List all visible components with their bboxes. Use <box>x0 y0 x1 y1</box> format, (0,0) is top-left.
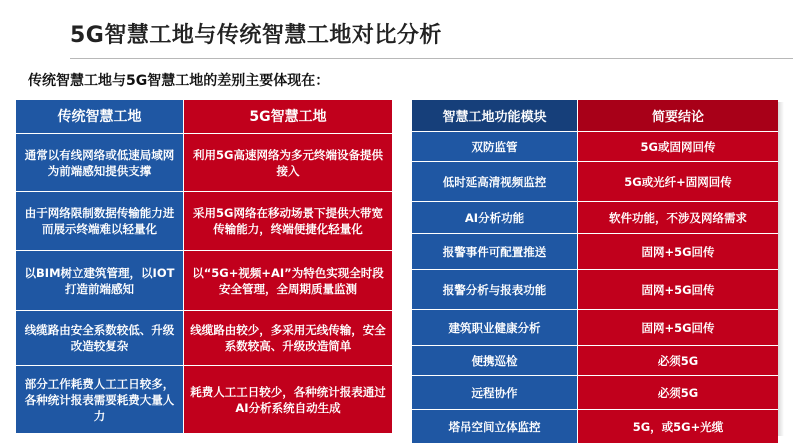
module-cell: 双防监管 <box>412 132 578 162</box>
conclusion-cell: 必须5G <box>578 346 778 376</box>
5g-cell: 采用5G网络在移动场景下提供大带宽传输能力，终端便捷化轻量化 <box>184 192 392 251</box>
module-cell: 远程协作 <box>412 376 578 410</box>
module-cell: 报警事件可配置推送 <box>412 234 578 270</box>
traditional-cell: 部分工作耗费人工工日较多，各种统计报表需要耗费大量人力 <box>16 366 184 434</box>
traditional-cell: 由于网络限制数据传输能力进而展示终端难以轻量化 <box>16 192 184 251</box>
5g-cell: 线缆路由较少，多采用无线传输，安全系数较高、升级改造简单 <box>184 311 392 366</box>
header-conclusion: 简要结论 <box>578 100 778 132</box>
page-title: 5G智慧工地与传统智慧工地对比分析 <box>70 23 442 48</box>
traditional-cell: 线缆路由安全系数较低、升级改造较复杂 <box>16 311 184 366</box>
5g-cell: 耗费人工工日较少，各种统计报表通过AI分析系统自动生成 <box>184 366 392 434</box>
5g-cell: 以“5G+视频+AI”为特色实现全时段安全管理，全周期质量监测 <box>184 251 392 311</box>
comparison-table <box>16 100 392 434</box>
conclusion-cell: 5G或光纤+固网回传 <box>578 162 778 202</box>
conclusion-cell: 5G或固网回传 <box>578 132 778 162</box>
header-traditional: 传统智慧工地 <box>16 100 184 134</box>
module-cell: AI分析功能 <box>412 202 578 234</box>
traditional-cell: 通常以有线网络或低速局域网为前端感知提供支撑 <box>16 134 184 192</box>
traditional-cell: 以BIM树立建筑管理，以IOT打造前端感知 <box>16 251 184 311</box>
conclusion-cell: 软件功能，不涉及网络需求 <box>578 202 778 234</box>
table-shadow <box>778 102 784 436</box>
conclusion-cell: 5G，或5G+光缆 <box>578 410 778 444</box>
title-divider <box>70 58 793 59</box>
conclusion-cell: 必须5G <box>578 376 778 410</box>
page-subtitle: 传统智慧工地与5G智慧工地的差别主要体现在： <box>28 73 330 89</box>
header-module: 智慧工地功能模块 <box>412 100 578 132</box>
module-cell: 塔吊空间立体监控 <box>412 410 578 444</box>
header-5g: 5G智慧工地 <box>184 100 392 134</box>
module-cell: 低时延高清视频监控 <box>412 162 578 202</box>
5g-cell: 利用5G高速网络为多元终端设备提供接入 <box>184 134 392 192</box>
module-cell: 便携巡检 <box>412 346 578 376</box>
conclusion-cell: 固网+5G回传 <box>578 310 778 346</box>
module-cell: 建筑职业健康分析 <box>412 310 578 346</box>
module-cell: 报警分析与报表功能 <box>412 270 578 310</box>
conclusion-cell: 固网+5G回传 <box>578 270 778 310</box>
conclusion-cell: 固网+5G回传 <box>578 234 778 270</box>
module-table <box>412 100 778 434</box>
